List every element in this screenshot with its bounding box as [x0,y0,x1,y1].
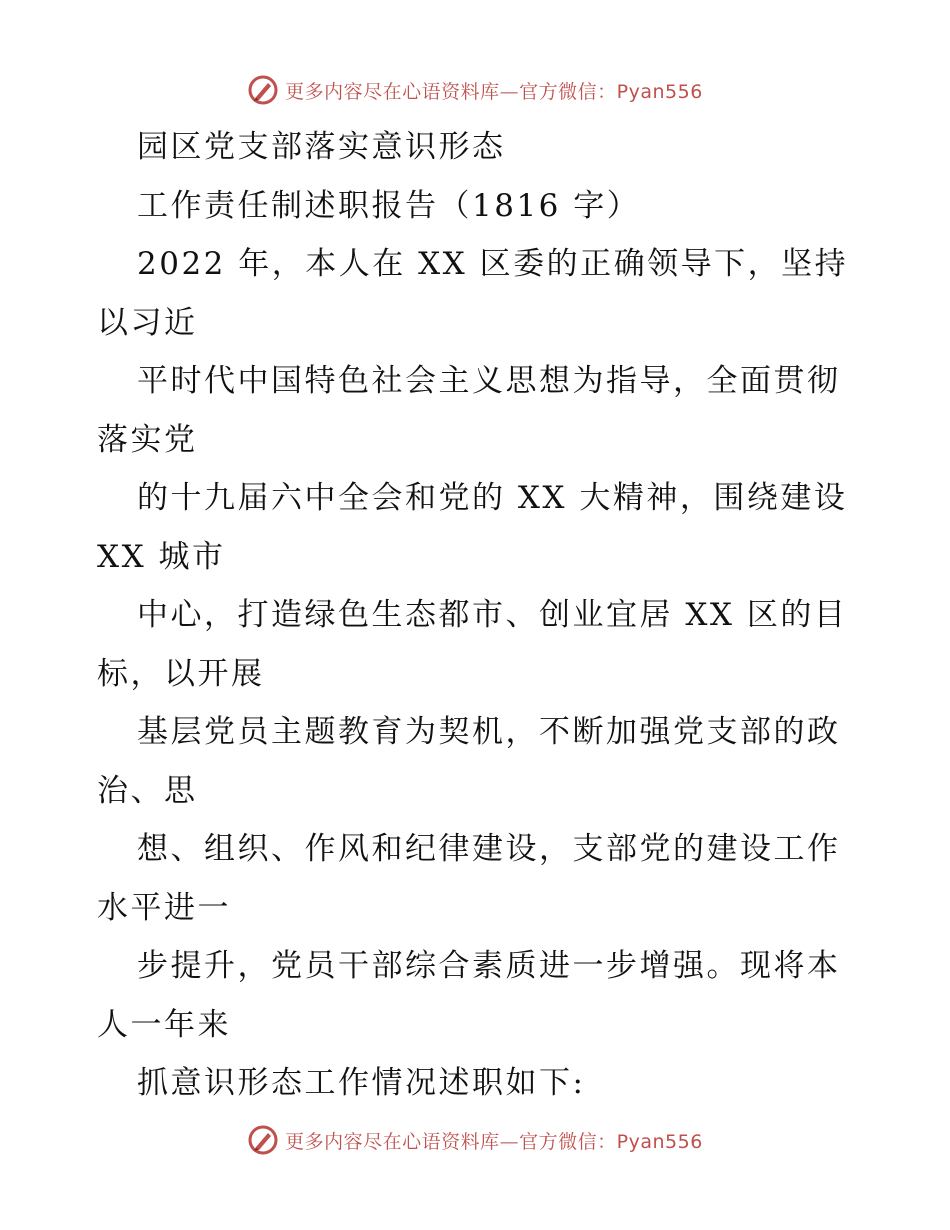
banner-separator: — [499,80,520,103]
banner-inner [247,1124,703,1156]
pen-logo-icon [247,1124,279,1156]
banner-separator: — [499,1130,520,1153]
banner-main-text: 更多内容尽在心语资料库 [285,1130,500,1153]
banner-wechat-text: 官方微信：Pyan556 [519,1130,703,1153]
doc-paragraph-line: 人一年来 [97,1006,231,1043]
banner-text [285,77,703,104]
doc-paragraph-line: 治、思 [97,772,198,809]
doc-paragraph-line: 水平进一 [97,889,231,926]
doc-title-line-1: 园区党支部落实意识形态 [137,129,506,165]
pen-logo-icon [247,74,279,106]
doc-paragraph-line: 落实党 [97,421,198,458]
banner-inner [247,74,703,106]
doc-paragraph-line: 2022 年，本人在 XX 区委的正确领导下，坚持 [137,246,849,282]
doc-paragraph-line: 中心，打造绿色生态都市、创业宜居 XX 区的目 [137,597,848,633]
doc-paragraph-line: 以习近 [97,304,198,341]
doc-paragraph-line: 标，以开展 [97,655,265,692]
banner-text [285,1127,703,1154]
doc-paragraph-line: 的十九届六中全会和党的 XX 大精神，围绕建设 [137,480,848,516]
doc-paragraph-line: XX 城市 [97,538,226,575]
doc-title-line-2: 工作责任制述职报告（1816 字） [137,187,641,224]
doc-paragraph-line: 平时代中国特色社会主义思想为指导，全面贯彻 [137,363,841,399]
doc-paragraph-line: 基层党员主题教育为契机，不断加强党支部的政 [137,714,841,750]
footer-banner [0,1120,950,1160]
banner-wechat-text: 官方微信：Pyan556 [519,80,703,103]
header-banner [0,70,950,110]
banner-main-text: 更多内容尽在心语资料库 [285,80,500,103]
doc-paragraph-line: 步提升，党员干部综合素质进一步增强。现将本 [137,948,841,984]
doc-paragraph-line: 想、组织、作风和纪律建设，支部党的建设工作 [137,831,841,867]
doc-paragraph-line: 抓意识形态工作情况述职如下: [137,1065,586,1101]
document-body [97,118,857,1113]
